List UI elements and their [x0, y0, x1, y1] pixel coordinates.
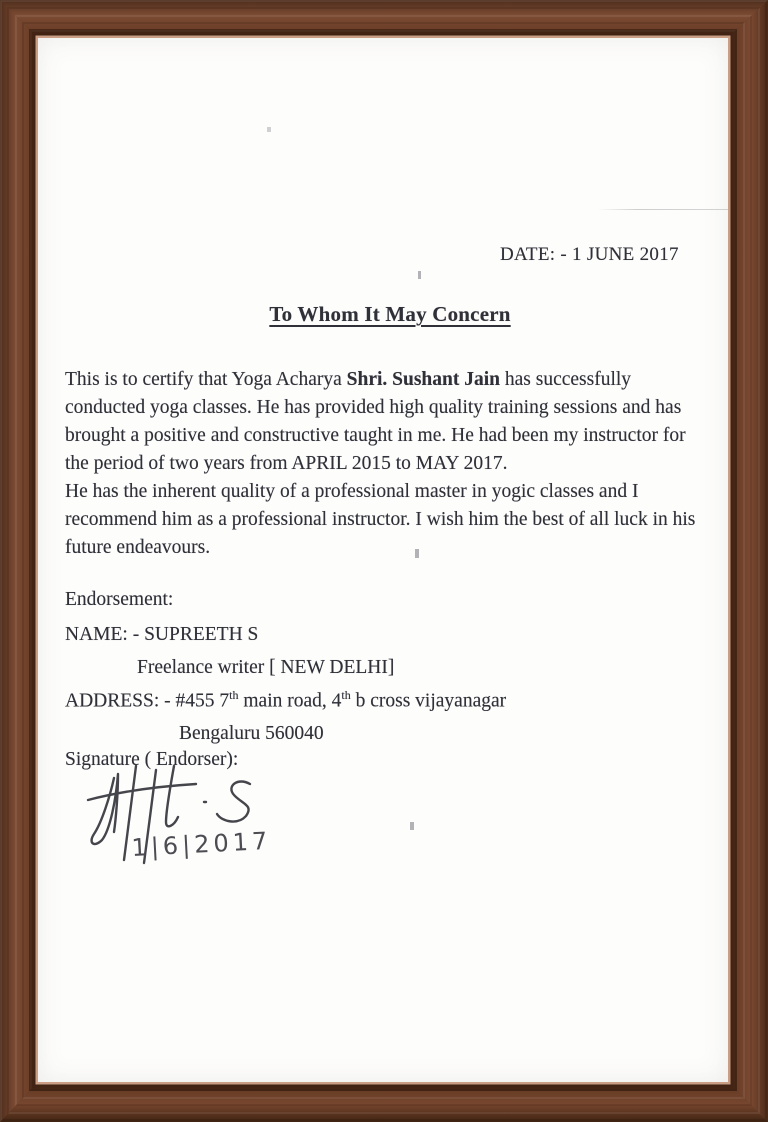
- paragraph-line: brought a positive and constructive taught in me. He had been my instructor for: [65, 425, 686, 446]
- frame-right-rail: [728, 0, 768, 1122]
- paragraph-line: conducted yoga classes. He has provided high quality training sessions and has: [65, 397, 682, 418]
- body-paragraph-2: [65, 478, 717, 562]
- scan-speck: [410, 822, 414, 830]
- endorser-signature: [78, 760, 318, 870]
- paragraph-line: This is to certify that Yoga Acharya Shri. Sushant Jain has successfully: [65, 369, 632, 390]
- date-line: DATE: - 1 JUNE 2017: [500, 244, 679, 265]
- handwritten-date: 1|6|2017: [130, 826, 272, 862]
- scan-speck: [418, 271, 421, 279]
- scan-fold-line: [598, 209, 728, 210]
- endorsement-label: Endorsement:: [65, 589, 174, 610]
- endorsee-name: Shri. Sushant Jain: [346, 369, 500, 390]
- frame-bottom-rail: [0, 1082, 768, 1122]
- paragraph-line: recommend him as a professional instructor. I wish him the best of all luck in his: [65, 509, 696, 530]
- letter-page: [38, 38, 728, 1082]
- endorser-occupation-line: Freelance writer [ NEW DELHI]: [137, 657, 395, 678]
- endorser-address-line: ADDRESS: - #455 7th main road, 4th b cross vijayanagar: [65, 688, 507, 712]
- frame-top-rail: [0, 0, 768, 38]
- frame-left-rail: [0, 0, 38, 1122]
- signature-label: Signature ( Endorser):: [65, 749, 239, 770]
- paragraph-line: the period of two years from APRIL 2015 to MAY 2017.: [65, 453, 508, 474]
- scan-speck: [267, 127, 271, 132]
- endorser-name-line: NAME: - SUPREETH S: [65, 624, 259, 645]
- paragraph-line: He has the inherent quality of a professional master in yogic classes and I: [65, 481, 639, 502]
- body-paragraph-1: [65, 366, 717, 478]
- paragraph-line: future endeavours.: [65, 537, 211, 558]
- endorser-city-line: Bengaluru 560040: [179, 723, 324, 744]
- letter-title: To Whom It May Concern: [269, 302, 511, 326]
